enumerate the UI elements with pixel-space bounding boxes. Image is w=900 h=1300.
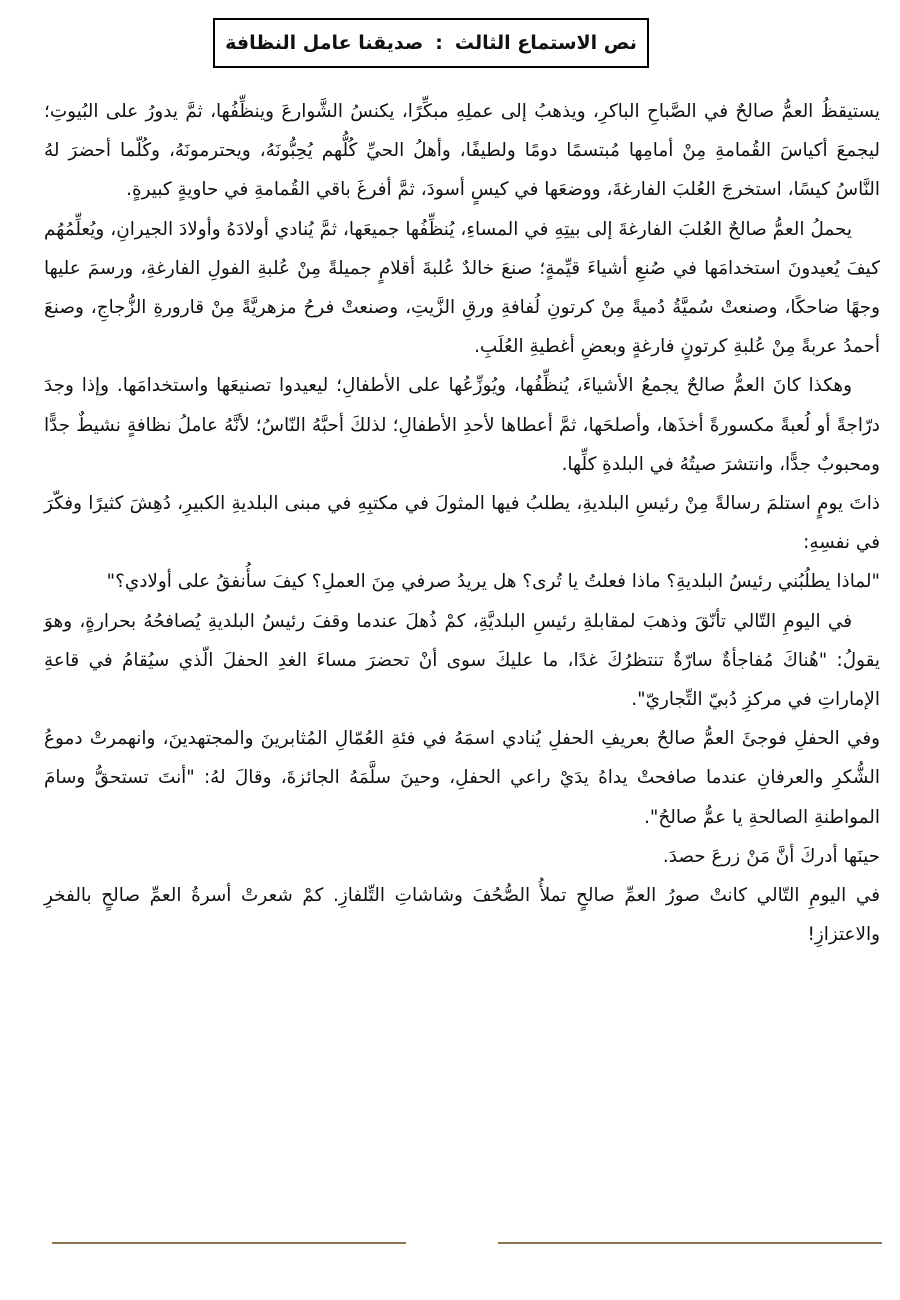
footer-rule-right: [498, 1242, 882, 1244]
footer-rule-left: [52, 1242, 406, 1244]
paragraph-4: ذاتَ يومٍ استلمَ رسالةً مِنْ رئيسِ البلديةِ، يطلبُ فيها المثولَ في مكتبِهِ في مبنى البلديةِ الكبيرِ، دُهِشَ كثيرًا وفكّرَ في نفسِهِ:: [44, 493, 880, 554]
paragraph-9: في اليومِ التّالي كانتْ صورُ العمِّ صالحٍ تملأُ الصُّحُفَ وشاشاتِ التِّلفازِ. كمْ شعرتْ أسرةُ العمِّ صالحٍ بالفخرِ والاعتزازِ!: [44, 885, 880, 946]
title-separator: :: [435, 32, 443, 54]
listening-text-heading: نص الاستماع الثالث: [454, 32, 637, 54]
paragraph-5-quote: "لماذا يطلُبُني رئيسُ البلديةِ؟ ماذا فعلتُ يا تُرى؟ هل يريدُ صرفي مِنَ العملِ؟ كيفَ سأُنفقُ على أولادي؟": [106, 571, 880, 593]
paragraph-8-moral: حينَها أدركَ أنَّ مَنْ زرعَ حصدَ.: [662, 845, 880, 867]
paragraph-3: وهكذا كانَ العمُّ صالحٌ يجمعُ الأشياءَ، يُنظِّفُها، ويُوزِّعُها على الأطفالِ؛ ليعيدوا تصنيعَها واستخدامَها. وإذا وجدَ درّاجةً أو لُعبةً مكسورةً أخذَها، وأصلحَها، ثمَّ أعطاها لأحدِ الأطفالِ؛ لذلكَ أحبَّهُ النّاسُ؛ لأنَّهُ عاملُ نظافةٍ نشيطٌ جدًّا ومحبوبٌ جدًّا، وانتشرَ صيتُهُ في البلدةِ كلِّها.: [44, 375, 880, 475]
paragraph-2: يحملُ العمُّ صالحٌ العُلبَ الفارغةَ إلى بيتِهِ في المساءِ، يُنظِّفُها جميعَها، ثمَّ يُنادي أولادَهُ وأولادَ الجيرانِ، ويُعلِّمُهُم كيفَ يُعيدونَ استخدامَها في صُنعِ أشياءَ قيِّمةٍ؛ صنعَ خالدٌ عُلبةَ أقلامٍ جميلةً مِنْ عُلبةِ الفولِ الفارغةِ، ورسمَ عليها وجهًا ضاحكًا، وصنعتْ سُميَّةُ دُميةً مِنْ كرتونِ لُفافةِ ورقِ الزَّيتِ، وصنعتْ فرحُ مزهريَّةً مِنْ قارورةِ الزُّجاجِ، وصنعَ أحمدُ عربةً مِنْ عُلبةِ كرتونٍ فارغةٍ وبعضِ أغطيةِ العُلَبِ.: [44, 218, 880, 358]
title-box: [213, 18, 649, 68]
paragraph-6: في اليومِ التّالي تأنّقَ وذهبَ لمقابلةِ رئيسِ البلديَّةِ، كمْ ذُهلَ عندما وقفَ رئيسُ البلديةِ يُصافحُهُ بحرارةٍ، وهوَ يقولُ: "هُناكَ مُفاجأةٌ سارّةٌ تنتظرُكَ غدًا، ما عليكَ سوى أنْ تحضرَ مساءَ الغدِ الحفلَ الّذي سيُقامُ في قاعةِ الإماراتِ في مركزِ دُبيّ التِّجاريّ".: [44, 610, 880, 711]
story-body: [44, 92, 880, 954]
paragraph-1: يستيقظُ العمُّ صالحٌ في الصَّباحِ الباكرِ، ويذهبُ إلى عملِهِ مبكِّرًا، يكنسُ الشَّوارعَ وينظِّفُها، ثمَّ يدورُ على البُيوتِ؛ ليجمعَ أكياسَ القُمامةِ مِنْ أمامِها مُبتسمًا دومًا ولطيفًا، وأهلُ الحيِّ كُلُّهم يُحِبُّونَهُ، ويحترمونَهُ، وكُلّما أحضرَ لهُ النَّاسُ كيسًا، استخرجَ العُلبَ الفارغةَ، ووضعَها في كيسٍ أسودَ، ثمَّ أفرغَ باقي القُمامةِ في حاويةٍ كبيرةٍ.: [44, 101, 880, 201]
paragraph-7: وفي الحفلِ فوجئَ العمُّ صالحٌ بعريفِ الحفلِ يُنادي اسمَهُ في فئةِ العُمّالِ المُثابرينَ والمجتهدينَ، وانهمرتْ دموعُ الشُّكرِ والعرفانِ عندما صافحتْ يداهُ يدَيْ راعي الحفلِ، وحينَ سلَّمَهُ الجائزةَ، وقالَ لهُ: "أنتَ تستحقُّ وسامَ المواطنةِ الصالحةِ يا عمُّ صالحُ".: [44, 728, 880, 828]
story-title: صديقنا عامل النظافة: [225, 32, 424, 54]
